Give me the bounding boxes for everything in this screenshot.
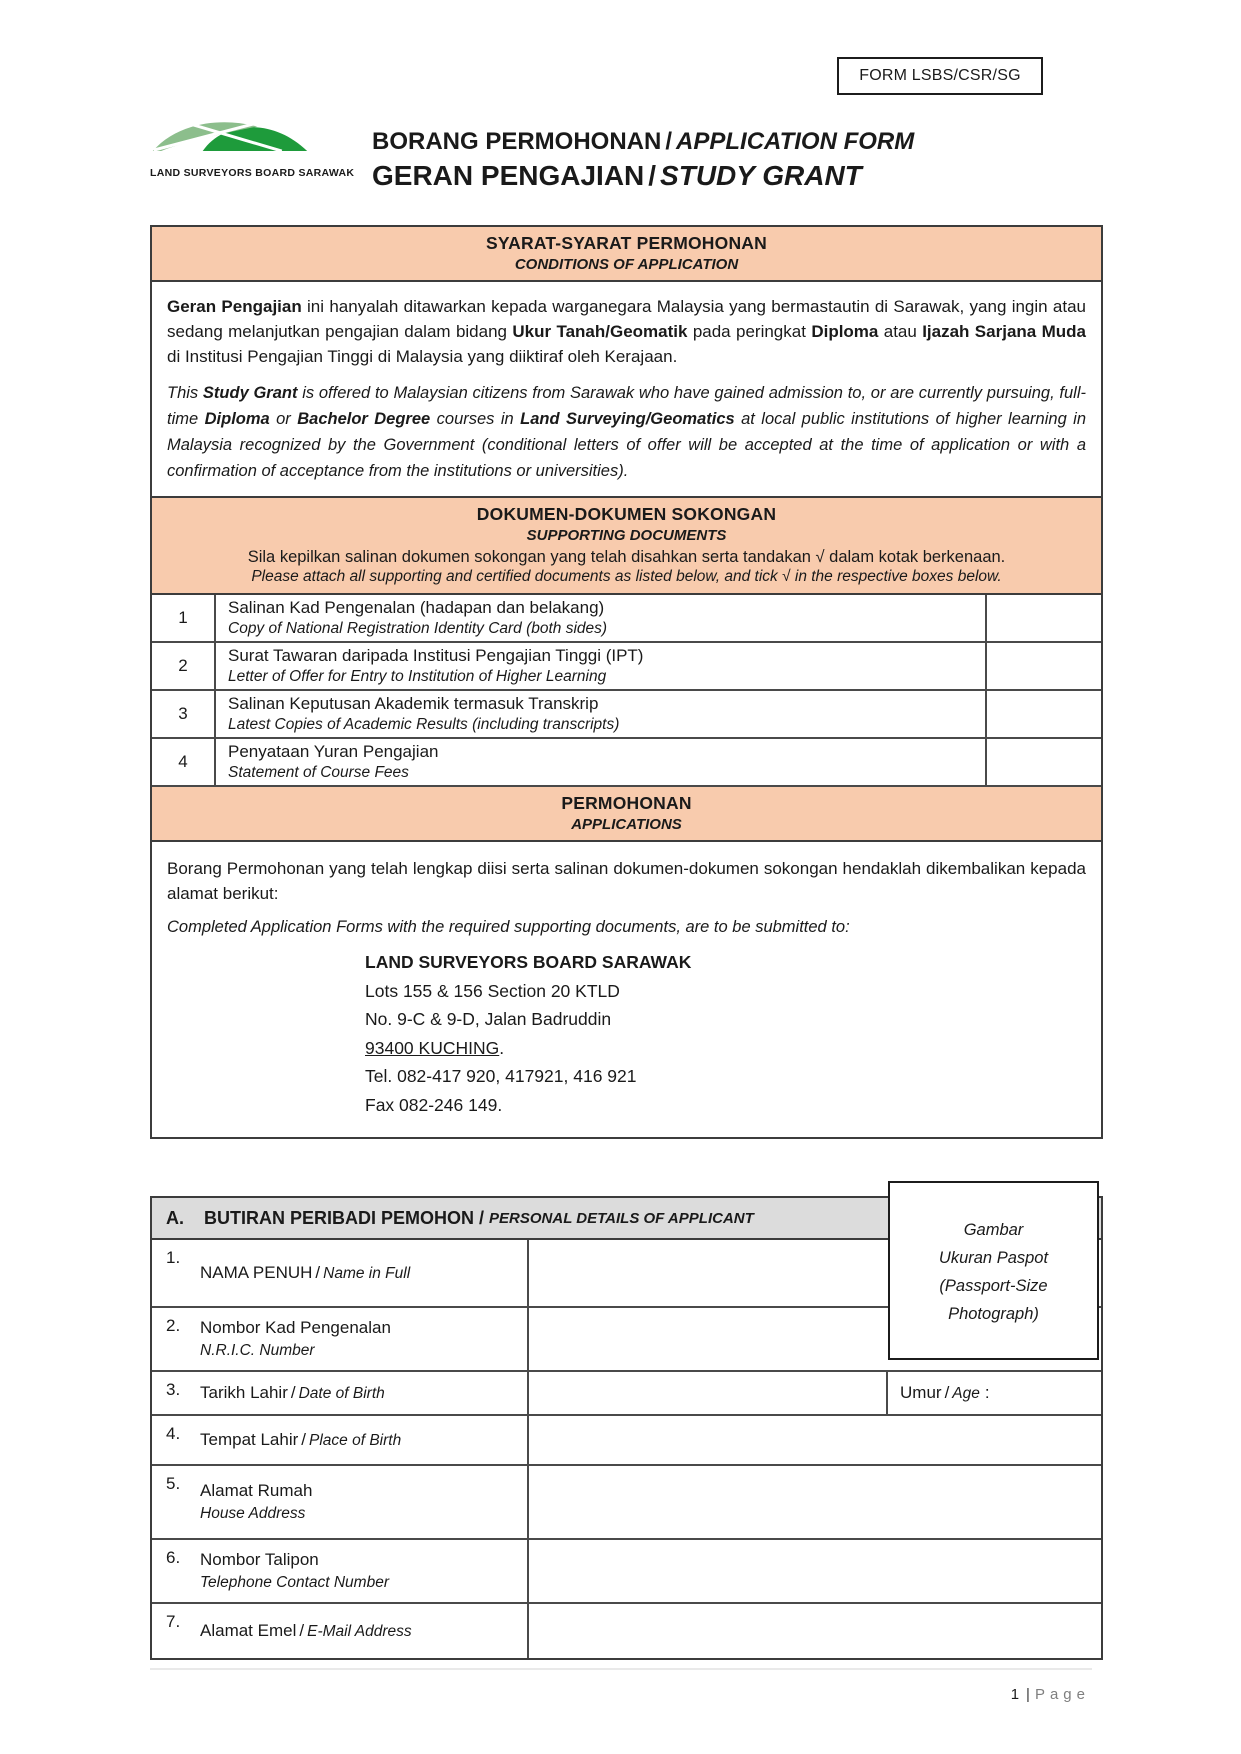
applications-paragraph-english: Completed Application Forms with the required supporting documents, are to be submitted to: [167, 918, 850, 936]
form-titles [372, 112, 914, 192]
applications-title-malay: PERMOHONAN [561, 793, 692, 813]
form-code-text: FORM LSBS/CSR/SG [859, 67, 1021, 84]
tick-box-offer-letter[interactable] [987, 643, 1101, 689]
field-label [152, 1308, 529, 1370]
field-input-telephone[interactable] [529, 1540, 1101, 1602]
documents-note-english: Please attach all supporting and certified documents as listed below, and tick √ in the respective boxes below. [251, 568, 1002, 585]
board-address [365, 948, 1086, 1119]
applications-paragraph-malay: Borang Permohonan yang telah lengkap diisi serta salinan dokumen-dokumen sokongan hendaklah dikembalikan kepada alamat berikut: [167, 859, 1086, 903]
field-number: 7. [166, 1612, 181, 1631]
address-line2: No. 9-C & 9-D, Jalan Badruddin [365, 1009, 612, 1029]
title2-english: STUDY GRANT [660, 160, 862, 191]
age-label-separator: / [944, 1383, 950, 1402]
title1-separator: / [665, 128, 673, 155]
page-number: 1 [1010, 1686, 1022, 1703]
document-desc-malay: Salinan Keputusan Akademik termasuk Transkrip [228, 694, 599, 713]
title2-malay: GERAN PENGAJIAN [372, 160, 645, 191]
personal-details-section [150, 1196, 1103, 1660]
section-title-separator: / [479, 1207, 485, 1228]
documents-title-english: SUPPORTING DOCUMENTS [526, 527, 727, 544]
conditions-paragraph-malay: Geran Pengajian ini hanyalah ditawarkan kepada warganegara Malaysia yang bermastautin di Sarawak, yang ingin atau sedang melanjutkan pengajian dalam bidang Ukur Tanah/Geomatik pada peringkat Diploma atau Ijazah Sarjana Muda di Institusi Pengajian Tinggi di Malaysia yang diiktiraf oleh Kerajaan. [167, 297, 1086, 366]
field-input-place-of-birth[interactable] [529, 1416, 1101, 1464]
address-name: LAND SURVEYORS BOARD SARAWAK [365, 952, 692, 972]
field-number: 2. [166, 1316, 181, 1335]
applications-title-english: APPLICATIONS [571, 816, 682, 833]
document-row-nric [152, 595, 1101, 643]
form-code-box [837, 57, 1043, 95]
passport-photo-box[interactable] [888, 1181, 1099, 1360]
document-row-academic-results [152, 691, 1101, 739]
field-number: 4. [166, 1424, 181, 1443]
age-label-english: Age [952, 1384, 980, 1402]
field-row-date-of-birth [152, 1372, 1101, 1416]
form-title-line2 [372, 160, 914, 192]
field-label-english: N.R.I.C. Number [200, 1342, 315, 1359]
document-row-description [216, 691, 987, 737]
address-city: 93400 KUCHING [365, 1037, 500, 1058]
field-input-house-address[interactable] [529, 1466, 1101, 1538]
field-label-english: E-Mail Address [307, 1623, 412, 1640]
field-row-email [152, 1604, 1101, 1658]
document-row-description [216, 595, 987, 641]
field-label-separator: / [299, 1621, 305, 1640]
tick-box-course-fees[interactable] [987, 739, 1101, 785]
page-header [150, 112, 1103, 192]
field-label [152, 1604, 529, 1658]
field-label [152, 1372, 529, 1414]
field-row-telephone [152, 1540, 1101, 1604]
conditions-body [152, 282, 1101, 498]
address-telephone: Tel. 082-417 920, 417921, 416 921 [365, 1066, 637, 1086]
field-label-text [200, 1428, 519, 1452]
field-label-separator: / [290, 1383, 296, 1402]
tick-box-nric[interactable] [987, 595, 1101, 641]
field-label-text [200, 1479, 519, 1525]
field-row-house-address [152, 1466, 1101, 1540]
field-label-malay: Alamat Emel [200, 1621, 297, 1640]
address-line1: Lots 155 & 156 Section 20 KTLD [365, 980, 620, 1001]
address-fax: Fax 082-246 149. [365, 1094, 503, 1115]
logo-caption: LAND SURVEYORS BOARD SARAWAK [150, 167, 355, 179]
documents-note-malay: Sila kepilkan salinan dokumen sokongan yang telah disahkan serta tandakan √ dalam kotak berkenaan. [247, 548, 1006, 566]
address-city-period: . [499, 1037, 505, 1058]
title1-malay: BORANG PERMOHONAN [372, 128, 662, 155]
photo-box-line2: Ukuran Paspot [938, 1249, 1049, 1267]
field-label-malay: Alamat Rumah [200, 1481, 313, 1500]
section-title-malay: BUTIRAN PERIBADI PEMOHON [204, 1207, 475, 1228]
field-label [152, 1416, 529, 1464]
field-label-malay: NAMA PENUH [200, 1263, 313, 1282]
document-row-offer-letter [152, 643, 1101, 691]
conditions-paragraph-english: This Study Grant is offered to Malaysian citizens from Sarawak who have gained admission to, or are currently pursuing, full-time Diploma or Bachelor Degree courses in Land Surveying/Geomatics at local public institutions of higher learning in Malaysia recognized by the Government (conditional letters of offer will be accepted at the time of application or with a confirmation of acceptance from the institutions or universities). [167, 384, 1087, 480]
field-label-text [200, 1548, 519, 1594]
document-row-description [216, 643, 987, 689]
document-desc-malay: Penyataan Yuran Pengajian [228, 742, 439, 761]
field-number: 3. [166, 1380, 181, 1399]
field-input-age[interactable] [886, 1372, 1101, 1414]
field-row-place-of-birth [152, 1416, 1101, 1466]
field-label-text [200, 1619, 519, 1643]
tick-box-academic-results[interactable] [987, 691, 1101, 737]
field-label-text [200, 1381, 519, 1405]
field-label-text [200, 1261, 519, 1285]
conditions-title-malay: SYARAT-SYARAT PERMOHONAN [486, 233, 767, 253]
field-label-english: Name in Full [323, 1265, 411, 1282]
address-city-line [365, 1034, 1086, 1063]
field-label-malay: Tempat Lahir [200, 1430, 299, 1449]
field-number: 6. [166, 1548, 181, 1567]
page-number-label [1011, 1686, 1090, 1703]
applications-header [152, 787, 1101, 842]
document-row-description [216, 739, 987, 785]
field-number: 1. [166, 1248, 181, 1267]
documents-header [152, 498, 1101, 595]
page-word: Page [1034, 1686, 1090, 1703]
field-label [152, 1240, 529, 1306]
document-row-number: 3 [152, 691, 216, 737]
document-desc-malay: Surat Tawaran daripada Institusi Pengajian Tinggi (IPT) [228, 646, 644, 665]
document-row-number: 1 [152, 595, 216, 641]
footer-divider [150, 1668, 1092, 1670]
field-label-malay: Nombor Talipon [200, 1550, 319, 1569]
field-label-english: Date of Birth [298, 1385, 385, 1402]
title1-english: APPLICATION FORM [676, 128, 915, 155]
conditions-title-english: CONDITIONS OF APPLICATION [514, 256, 739, 273]
document-desc-english: Latest Copies of Academic Results (including transcripts) [228, 716, 620, 733]
field-label-separator: / [301, 1430, 307, 1449]
main-info-block [150, 225, 1103, 1139]
photo-box-line4: Photograph) [948, 1305, 1039, 1323]
field-label-english: House Address [200, 1505, 306, 1522]
field-label-english: Place of Birth [309, 1432, 402, 1449]
document-desc-english: Letter of Offer for Entry to Institution of Higher Learning [228, 668, 607, 685]
section-title-english: PERSONAL DETAILS OF APPLICANT [489, 1209, 754, 1227]
photo-box-line1: Gambar [963, 1221, 1024, 1239]
field-label-separator: / [315, 1263, 321, 1282]
documents-title-malay: DOKUMEN-DOKUMEN SOKONGAN [476, 504, 777, 524]
applications-body [152, 842, 1101, 1137]
document-row-number: 4 [152, 739, 216, 785]
document-desc-english: Copy of National Registration Identity Card (both sides) [228, 620, 608, 637]
field-number: 5. [166, 1474, 181, 1493]
field-input-email[interactable] [529, 1604, 1101, 1658]
field-label-english: Telephone Contact Number [200, 1574, 389, 1591]
field-input-date-of-birth[interactable] [529, 1372, 886, 1414]
document-desc-malay: Salinan Kad Pengenalan (hadapan dan belakang) [228, 598, 605, 617]
field-label-text [200, 1316, 519, 1362]
section-letter: A. [166, 1207, 184, 1228]
lsbs-logo-icon [150, 112, 310, 160]
document-desc-english: Statement of Course Fees [228, 764, 409, 781]
photo-box-line3: (Passport-Size [939, 1277, 1048, 1295]
page-number-separator: | [1026, 1686, 1030, 1703]
form-title-line1 [372, 128, 914, 156]
document-row-number: 2 [152, 643, 216, 689]
age-label-colon: : [984, 1383, 990, 1402]
title2-separator: / [648, 160, 657, 191]
field-label-malay: Tarikh Lahir [200, 1383, 288, 1402]
conditions-header [152, 227, 1101, 282]
field-label-malay: Nombor Kad Pengenalan [200, 1318, 391, 1337]
age-label-malay: Umur [900, 1383, 942, 1402]
lsbs-logo [150, 112, 372, 192]
field-label [152, 1540, 529, 1602]
field-label [152, 1466, 529, 1538]
document-row-course-fees [152, 739, 1101, 787]
